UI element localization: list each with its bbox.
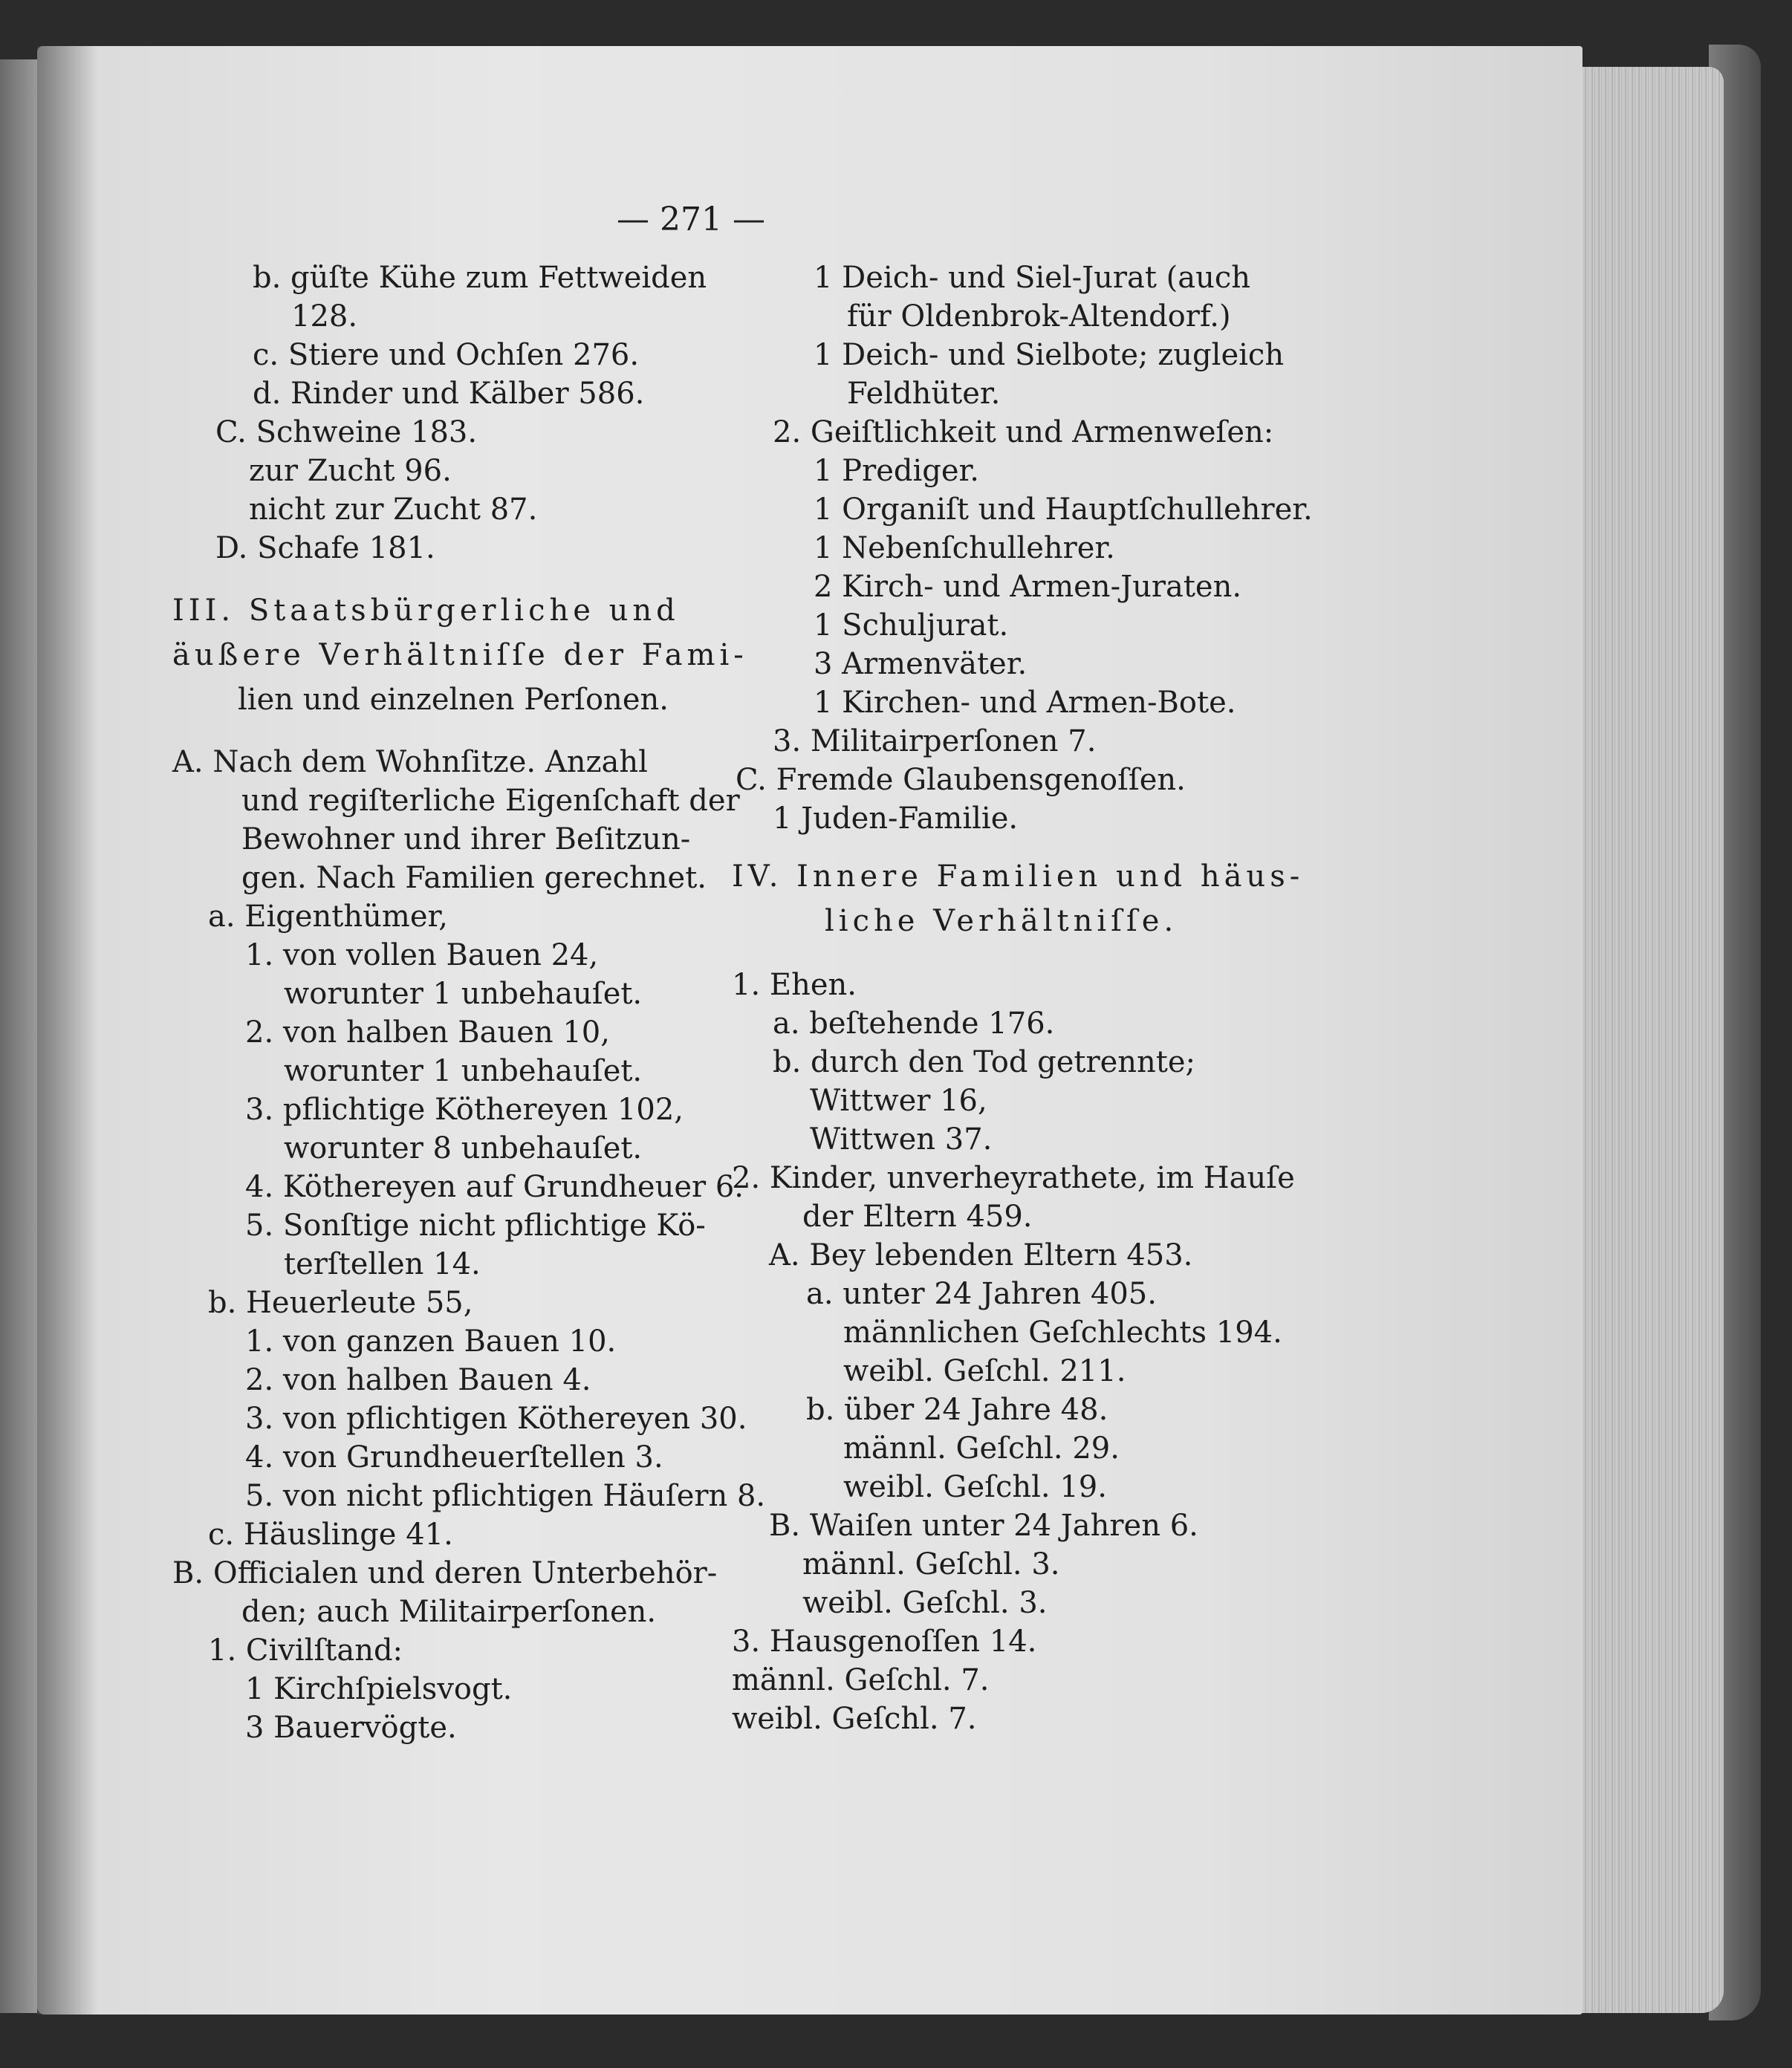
text-line: 1. von vollen Bauen 24,: [245, 938, 599, 972]
text-line: 3. Militairperſonen 7.: [773, 724, 1097, 758]
text-line: nicht zur Zucht 87.: [249, 492, 538, 527]
text-line: weibl. Geſchl. 19.: [843, 1470, 1107, 1504]
text-line: 4. von Grundheuerſtellen 3.: [245, 1440, 663, 1474]
page-edges: [1575, 67, 1724, 2013]
text-line: d. Rinder und Kälber 586.: [253, 377, 645, 411]
text-line: 2. Geiſtlichkeit und Armenweſen:: [773, 415, 1274, 449]
text-line: Wittwen 37.: [810, 1122, 993, 1157]
text-line: 5. Sonſtige nicht pflichtige Kö-: [245, 1209, 706, 1243]
text-line: Feldhüter.: [847, 377, 1001, 411]
text-line: D. Schafe 181.: [215, 531, 435, 565]
text-line: männl. Geſchl. 3.: [802, 1547, 1060, 1581]
text-line: c. Stiere und Ochſen 276.: [253, 338, 640, 372]
text-line: männl. Geſchl. 7.: [732, 1663, 990, 1697]
text-line: b. Heuerleute 55,: [208, 1286, 473, 1320]
text-line: a. unter 24 Jahren 405.: [806, 1277, 1157, 1311]
text-line: 1 Kirchſpielsvogt.: [245, 1672, 513, 1706]
text-line: 1. von ganzen Bauen 10.: [245, 1324, 617, 1359]
text-line: B. Officialen und deren Unterbehör-: [172, 1556, 718, 1590]
text-line: worunter 1 unbehauſet.: [284, 977, 643, 1011]
page-number-block: [617, 201, 765, 239]
text-line: 3. Hausgenoſſen 14.: [732, 1625, 1037, 1659]
text-line: 1. Civilſtand:: [208, 1633, 403, 1668]
section-heading-line: lien und einzelnen Perſonen.: [238, 683, 669, 717]
text-line: 2. Kinder, unverheyrathete, im Hauſe: [732, 1161, 1295, 1195]
text-line: 4. Köthereyen auf Grundheuer 6.: [245, 1170, 744, 1204]
text-line: 1. Ehen.: [732, 968, 857, 1002]
section-heading-line: III. Staatsbürgerliche und: [172, 594, 680, 628]
section-heading-line: äußere Verhältniſſe der Fami-: [172, 638, 748, 672]
text-line: 1 Organiſt und Hauptſchullehrer.: [814, 492, 1313, 527]
text-line: für Oldenbrok-Altendorf.): [847, 299, 1231, 334]
text-line: 1 Nebenſchullehrer.: [814, 531, 1115, 565]
text-line: Wittwer 16,: [810, 1084, 987, 1118]
dash-right: —: [721, 201, 765, 238]
text-line: a. beſtehende 176.: [773, 1007, 1055, 1041]
text-line: 2. von halben Bauen 10,: [245, 1015, 610, 1050]
text-line: terſtellen 14.: [284, 1247, 481, 1281]
text-line: worunter 8 unbehauſet.: [284, 1131, 643, 1165]
text-line: Bewohner und ihrer Beſitzun-: [241, 822, 691, 856]
text-line: den; auch Militairperſonen.: [241, 1595, 657, 1629]
text-line: worunter 1 unbehauſet.: [284, 1054, 643, 1088]
text-line: A. Nach dem Wohnſitze. Anzahl: [172, 745, 648, 779]
gutter-shadow: [37, 46, 97, 2015]
section-heading-line: liche Verhältniſſe.: [825, 904, 1178, 938]
text-line: 1 Juden-Familie.: [773, 801, 1019, 836]
text-line: 3. von pflichtigen Köthereyen 30.: [245, 1402, 747, 1436]
text-line: 3 Armenväter.: [814, 647, 1028, 681]
text-line: männlichen Geſchlechts 194.: [843, 1316, 1282, 1350]
text-line: 5. von nicht pflichtigen Häuſern 8.: [245, 1479, 766, 1513]
text-line: und regiſterliche Eigenſchaft der: [241, 784, 740, 818]
text-line: b. über 24 Jahre 48.: [806, 1393, 1108, 1427]
text-line: 1 Schuljurat.: [814, 608, 1009, 643]
text-line: b. durch den Tod getrennte;: [773, 1045, 1196, 1079]
text-line: b. güſte Kühe zum Fettweiden: [253, 261, 707, 295]
text-line: männl. Geſchl. 29.: [843, 1431, 1120, 1466]
text-line: gen. Nach Familien gerechnet.: [241, 861, 707, 895]
section-heading-line: IV. Innere Familien und häus-: [732, 859, 1305, 894]
text-line: 128.: [291, 299, 358, 334]
text-line: C. Fremde Glaubensgenoſſen.: [736, 763, 1186, 797]
text-line: 3. pflichtige Köthereyen 102,: [245, 1093, 684, 1127]
text-line: A. Bey lebenden Eltern 453.: [769, 1238, 1193, 1272]
text-line: 1 Kirchen- und Armen-Bote.: [814, 686, 1236, 720]
text-line: weibl. Geſchl. 3.: [802, 1586, 1048, 1620]
text-line: weibl. Geſchl. 7.: [732, 1702, 977, 1736]
previous-page-edge: [0, 59, 37, 2013]
text-line: B. Waiſen unter 24 Jahren 6.: [769, 1509, 1198, 1543]
text-line: 2 Kirch- und Armen-Juraten.: [814, 570, 1242, 604]
text-line: zur Zucht 96.: [249, 454, 452, 488]
text-line: 2. von halben Bauen 4.: [245, 1363, 591, 1397]
text-line: der Eltern 459.: [802, 1200, 1033, 1234]
text-line: 3 Bauervögte.: [245, 1711, 457, 1745]
dash-left: —: [617, 201, 660, 238]
text-line: weibl. Geſchl. 211.: [843, 1354, 1126, 1388]
text-line: a. Eigenthümer,: [208, 900, 448, 934]
text-line: 1 Prediger.: [814, 454, 979, 488]
text-line: C. Schweine 183.: [215, 415, 478, 449]
text-line: 1 Deich- und Sielbote; zugleich: [814, 338, 1285, 372]
text-line: 1 Deich- und Siel-Jurat (auch: [814, 261, 1251, 295]
page-number: 271: [660, 201, 722, 238]
text-line: c. Häuslinge 41.: [208, 1518, 453, 1552]
